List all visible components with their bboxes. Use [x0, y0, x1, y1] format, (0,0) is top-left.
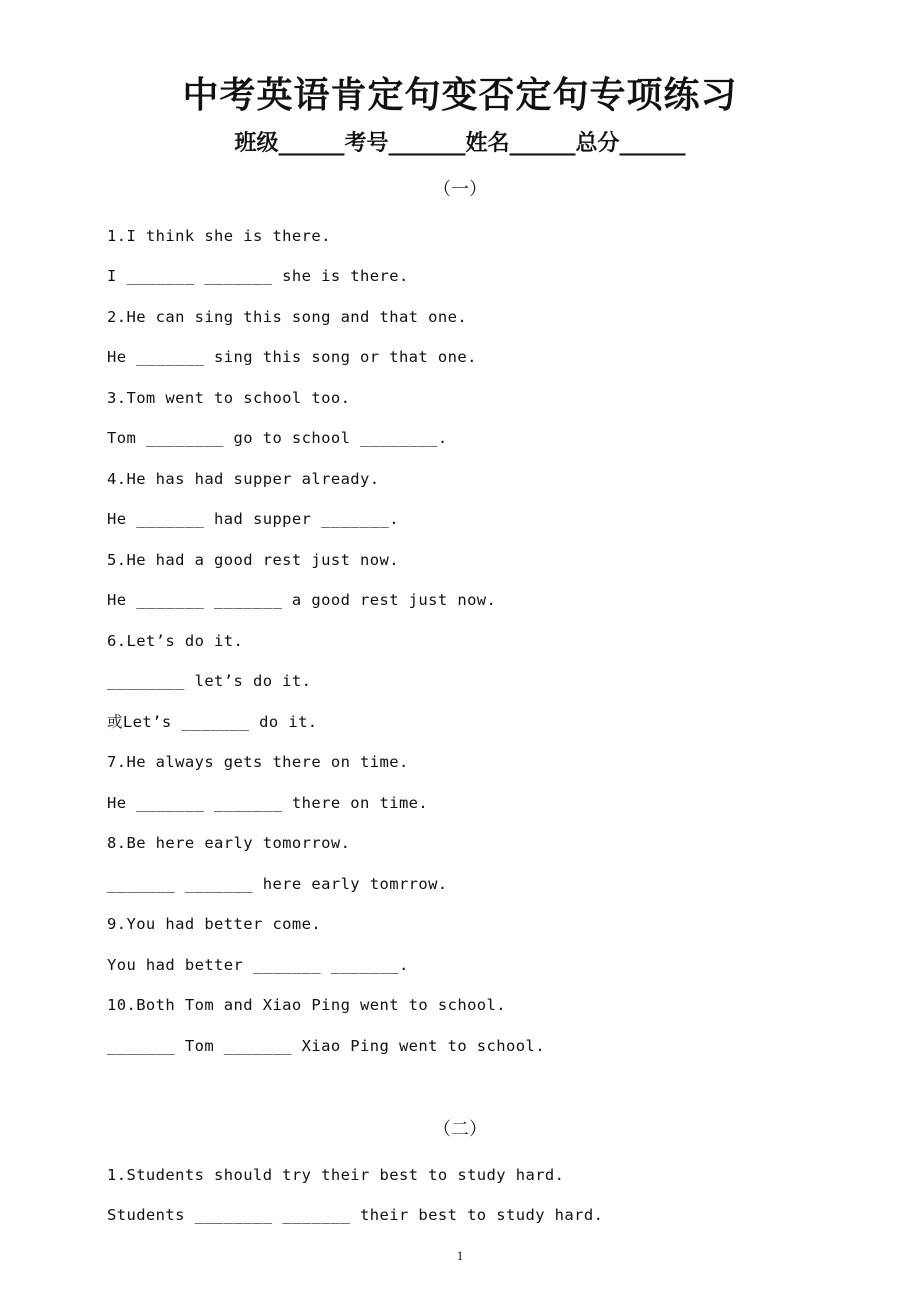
exercise-line: 2.He can sing this song and that one. [107, 308, 468, 326]
page-number: 1 [456, 1248, 464, 1263]
exercise-line: 3.Tom went to school too. [107, 389, 351, 407]
exercise-line: 4.He has had supper already. [107, 470, 380, 488]
exercise-line: 8.Be here early tomorrow. [107, 834, 351, 852]
student-info-line: 班级______考号_______姓名______总分______ [234, 131, 686, 156]
exercise-line: 1.I think she is there. [107, 227, 331, 245]
exercise-line: ________ let’s do it. [107, 672, 312, 690]
exercise-line: 1.Students should try their best to study hard. [107, 1166, 565, 1184]
exercise-line: 7.He always gets there on time. [107, 753, 409, 771]
exercise-line: I _______ _______ she is there. [107, 267, 409, 285]
section-heading-1: （一） [433, 179, 487, 200]
exercise-line: 9.You had better come. [107, 915, 322, 933]
exercise-line: He _______ sing this song or that one. [107, 348, 477, 366]
exercise-line: 10.Both Tom and Xiao Ping went to school. [107, 996, 507, 1014]
exercise-line: Students ________ _______ their best to study hard. [107, 1206, 604, 1224]
exercise-line: He _______ had supper _______. [107, 510, 399, 528]
exercise-line: Tom ________ go to school ________. [107, 429, 448, 447]
exercise-line: _______ _______ here early tomrrow. [107, 875, 448, 893]
section-heading-2: （二） [433, 1119, 487, 1140]
exercise-line: 5.He had a good rest just now. [107, 551, 399, 569]
exercise-line: _______ Tom _______ Xiao Ping went to school. [107, 1037, 545, 1055]
exercise-line: 或Let’s _______ do it. [107, 713, 318, 731]
exercise-line: He _______ _______ a good rest just now. [107, 591, 497, 609]
exercise-line: You had better _______ _______. [107, 956, 409, 974]
page-title: 中考英语肯定句变否定句专项练习 [182, 75, 738, 116]
exercise-line: 6.Let’s do it. [107, 632, 244, 650]
exercise-line: He _______ _______ there on time. [107, 794, 429, 812]
